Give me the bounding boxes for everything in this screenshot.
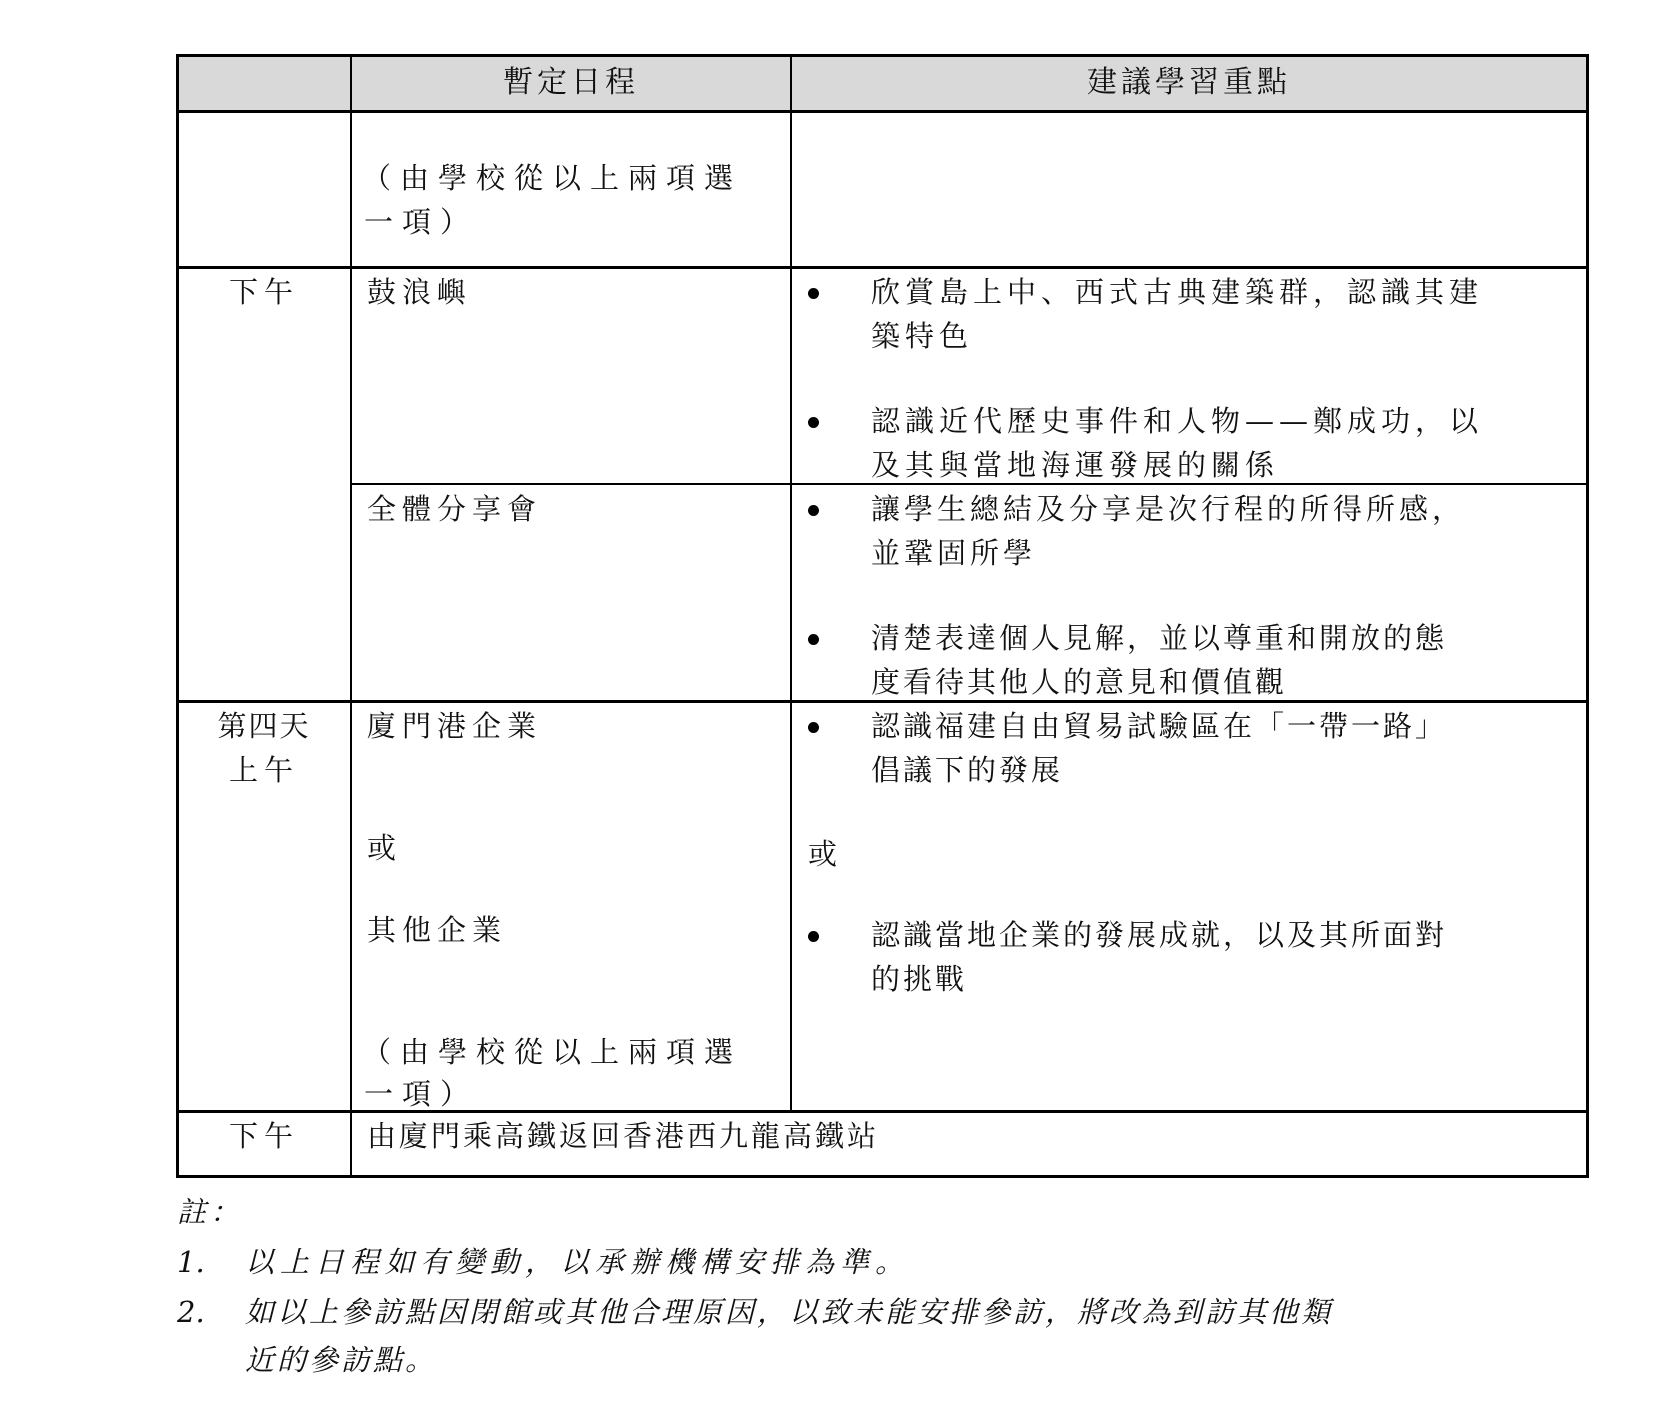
bullet-icon xyxy=(808,931,819,942)
focus-line: 築特色 xyxy=(871,319,974,353)
column-divider-1 xyxy=(350,54,352,1178)
bullet-icon xyxy=(808,288,819,299)
notes-title: 註： xyxy=(177,1195,244,1229)
focus-line: 認識當地企業的發展成就，以及其所面對 xyxy=(871,918,1448,952)
schedule-item: 鼓浪嶼 xyxy=(367,275,473,309)
focus-line: 認識福建自由貿易試驗區在「一帶一路」 xyxy=(871,709,1448,743)
header-learning-focus: 建議學習重點 xyxy=(1087,65,1291,100)
bullet-icon xyxy=(808,417,819,428)
focus-line: 欣賞島上中、西式古典建築群，認識其建 xyxy=(871,275,1484,309)
focus-line: 的挑戰 xyxy=(871,962,968,996)
table-border-right xyxy=(1586,54,1589,1178)
schedule-choice-note-line2: 一項） xyxy=(364,1077,479,1111)
table-border-bottom xyxy=(176,1175,1589,1178)
table-border-top xyxy=(176,54,1589,57)
time-slot: 下午 xyxy=(228,1119,299,1153)
note-number: 1. xyxy=(177,1245,205,1279)
focus-line: 讓學生總結及分享是次行程的所得所感， xyxy=(871,492,1466,526)
note-text: 近的參訪點。 xyxy=(245,1343,438,1377)
schedule-choice-note-line1: （由學校從以上兩項選 xyxy=(362,1035,743,1069)
time-slot: 上午 xyxy=(228,753,299,787)
header-divider xyxy=(176,110,1589,113)
note-text: 以上日程如有變動，以承辦機構安排為準。 xyxy=(245,1245,911,1279)
focus-line: 倡議下的發展 xyxy=(871,753,1064,787)
focus-line: 及其與當地海運發展的關係 xyxy=(871,448,1280,482)
row-divider-1 xyxy=(176,266,1589,269)
focus-line: 並鞏固所學 xyxy=(871,536,1037,570)
bullet-icon xyxy=(808,634,819,645)
schedule-choice-note-line2: 一項） xyxy=(364,205,479,239)
schedule-option-2: 其他企業 xyxy=(367,913,508,947)
focus-line: 認識近代歷史事件和人物——鄭成功，以 xyxy=(871,404,1484,438)
schedule-or: 或 xyxy=(367,831,403,865)
schedule-item: 全體分享會 xyxy=(367,492,543,526)
focus-line: 清楚表達個人見解，並以尊重和開放的態 xyxy=(871,621,1448,655)
focus-line: 度看待其他人的意見和價值觀 xyxy=(871,665,1288,699)
column-divider-2 xyxy=(790,54,792,1112)
day-label: 第四天 xyxy=(217,709,311,743)
note-text: 如以上參訪點因閉館或其他合理原因，以致未能安排參訪，將改為到訪其他類 xyxy=(245,1295,1334,1329)
schedule-option-1: 廈門港企業 xyxy=(367,709,543,743)
time-slot: 下午 xyxy=(228,275,299,309)
bullet-icon xyxy=(808,505,819,516)
schedule-choice-note-line1: （由學校從以上兩項選 xyxy=(362,161,743,195)
header-schedule: 暫定日程 xyxy=(503,65,639,100)
focus-or: 或 xyxy=(808,837,844,871)
note-number: 2. xyxy=(177,1295,205,1329)
table-border-left xyxy=(176,54,179,1178)
schedule-item: 由廈門乘高鐵返回香港西九龍高鐵站 xyxy=(367,1119,880,1153)
bullet-icon xyxy=(808,722,819,733)
